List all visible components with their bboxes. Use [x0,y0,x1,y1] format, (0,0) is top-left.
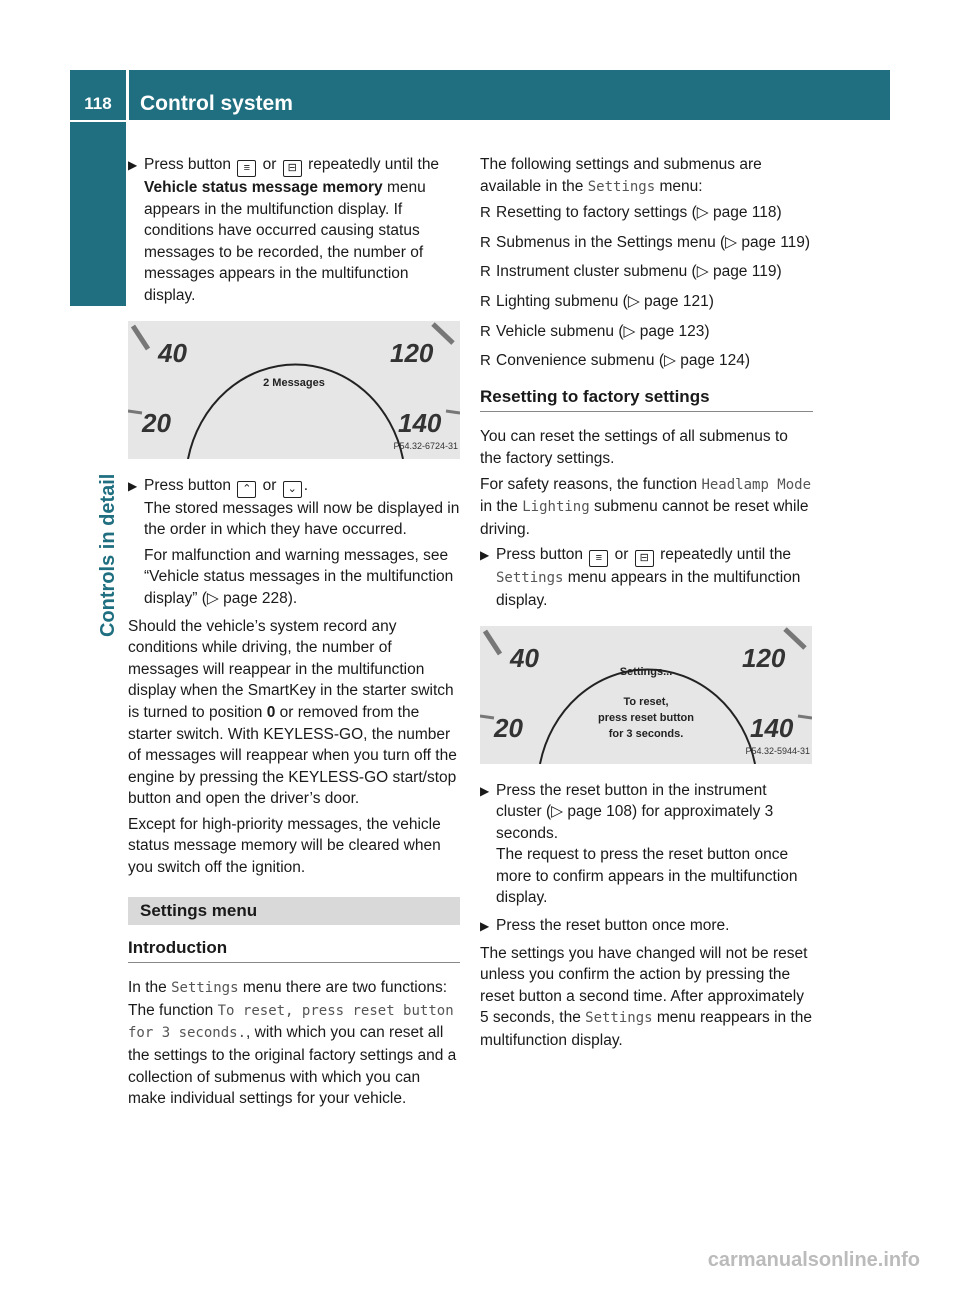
scroll-up-button-icon: ⌃ [237,481,256,498]
header-divider [126,70,129,120]
step-note: For malfunction and warning messages, see “Vehicle status messages in the multifunction display” (▷ page 228). [144,546,454,607]
step-text: Press button [144,476,232,494]
step-arrow-icon: ▶ [128,158,138,172]
step-item [128,154,460,307]
bullet-item [480,291,813,313]
image-code: P54.32-5944-31 [745,745,810,756]
bullet-item [480,232,813,254]
bullet-text: Lighting submenu (▷ page 121) [496,292,714,310]
paragraph-text: menu reappears in the multifunction display. [480,1009,812,1050]
paragraph-text: In the [128,979,167,997]
sidebar [70,122,126,1222]
bullet-list [480,202,813,372]
dial-number: 140 [750,712,794,743]
display-text: Settings [171,980,239,997]
bullet-item [480,202,813,224]
section-heading: Settings menu [128,897,460,925]
sidebar-block [70,122,126,306]
dial-number: 120 [742,642,786,673]
step-arrow-icon: ▶ [480,783,490,798]
step-item [480,915,813,937]
bullet-icon: R [480,322,491,340]
step-text: . [303,476,309,494]
menu-back-button-icon: ≡ [237,160,256,177]
watermark: carmanualsonline.info [707,1249,920,1271]
step-text: Press the reset button once more. [496,917,730,935]
bullet-icon: R [480,204,491,222]
paragraph-text: menu: [659,177,703,195]
step-item [480,544,813,611]
dial-number: 120 [390,337,434,368]
bullet-text: Convenience submenu (▷ page 124) [496,352,751,370]
bullet-item [480,350,813,372]
step-text: or [262,156,277,173]
dial-number: 140 [398,407,442,438]
paragraph [480,943,813,1052]
menu-back-button-icon: ≡ [589,550,608,567]
instrument-cluster-image-1 [128,321,460,459]
subsection-heading: Introduction [128,937,460,964]
paragraph-text: or removed from the starter switch. With KEYLESS-GO, the number of messages will reappear when you turn off the engine by pressing the KEYLESS-GO start/stop button and open the driver’s door. [128,703,457,808]
bullet-icon: R [480,233,491,251]
bullet-item [480,261,813,283]
left-column [128,154,460,1114]
display-text: To reset, press reset button for 3 seconds. [128,1002,454,1042]
bullet-item [480,321,813,343]
display-message: for 3 seconds. [608,727,684,740]
display-text: Lighting [522,499,590,516]
paragraph-text: The following settings and submenus are available in the [480,156,762,195]
paragraph [128,616,460,810]
step-text: Press the reset button in the instrument cluster (▷ page 108) for approximately 3 seconds. [496,781,774,842]
step-text: Press button [144,156,232,173]
switch-position: 0 [266,703,276,721]
right-column [480,154,813,1056]
step-arrow-icon: ▶ [128,478,138,493]
instrument-cluster-image-2 [480,626,812,764]
step-text: repeatedly until the [660,546,792,564]
bullet-text: Instrument cluster submenu (▷ page 119) [496,263,782,281]
step-result: The stored messages will now be displayed in the order in which they have occurred. [144,499,460,539]
subsection-heading: Resetting to factory settings [480,386,813,413]
page-header [70,70,890,120]
bullet-icon: R [480,292,491,310]
step-arrow-icon: ▶ [480,919,490,934]
dial-number: 40 [158,337,187,368]
dial-number: 20 [142,407,171,438]
step-text: repeatedly until the [308,156,440,173]
paragraph-text: in the [480,498,518,516]
paragraph [480,474,813,541]
bullet-text: Resetting to factory settings (▷ page 118) [496,204,782,222]
paragraph-text: Should the vehicle’s system record any conditions while driving, the number of messages will reappear in the multifunction display when the SmartKey in the starter switch is turned to position [128,617,454,721]
display-message: To reset, [623,695,669,708]
display-text: Settings [496,570,564,587]
bullet-icon: R [480,352,491,370]
step-text: or [614,546,629,564]
bullet-text: Vehicle submenu (▷ page 123) [496,322,710,340]
display-text: Settings [587,178,656,195]
menu-forward-button-icon: ⊟ [635,550,654,567]
paragraph: You can reset the settings of all submenus to the factory settings. [480,428,788,467]
paragraph-text: For safety reasons, the function [480,475,698,493]
paragraph-text: menu there are two functions: The function [128,979,448,1019]
display-text: Settings [585,1010,653,1027]
step-arrow-icon: ▶ [480,548,490,563]
paragraph [128,977,460,1110]
bullet-text: Submenus in the Settings menu (▷ page 119) [496,233,811,251]
display-message: 2 Messages [263,376,325,389]
paragraph-text: , with which you can reset all the settings to the original factory settings and a collection of submenus with which you can make individual settings for your vehicle. [128,1024,457,1108]
bullet-icon: R [480,263,491,281]
image-code: P54.32-6724-31 [393,440,458,451]
menu-name: Vehicle status message memory [144,179,383,196]
display-message: Settings... [619,665,673,678]
step-result: The request to press the reset button once more to confirm appears in the multifunction display. [496,846,798,907]
step-item [128,475,460,610]
sidebar-label: Controls in detail [97,473,119,637]
step-text: or [262,476,277,494]
step-item [480,780,813,910]
scroll-down-button-icon: ⌄ [283,481,302,498]
display-text: Headlamp Mode [701,476,812,493]
display-message: press reset button [598,711,694,724]
dial-number: 40 [510,642,539,673]
dial-number: 20 [494,712,523,743]
paragraph [480,154,813,198]
page-title: Control system [140,92,293,115]
paragraph-text: submenu cannot be reset while driving. [480,498,809,538]
paragraph-text: The settings you have changed will not be reset unless you confirm the action by pressing the reset button a second time. After approximately 5 seconds, the [480,944,808,1027]
step-text: Press button [496,546,584,564]
step-text: menu appears in the multifunction display. If conditions have occurred causing status messages to be recorded, the number of messages appears in the multifunction display. [144,179,426,304]
paragraph: Except for high-priority messages, the vehicle status message memory will be cleared when you switch off the ignition. [128,815,441,877]
menu-forward-button-icon: ⊟ [283,160,302,177]
step-text: menu appears in the multifunction display. [496,569,801,609]
page-number: 118 [84,94,112,113]
